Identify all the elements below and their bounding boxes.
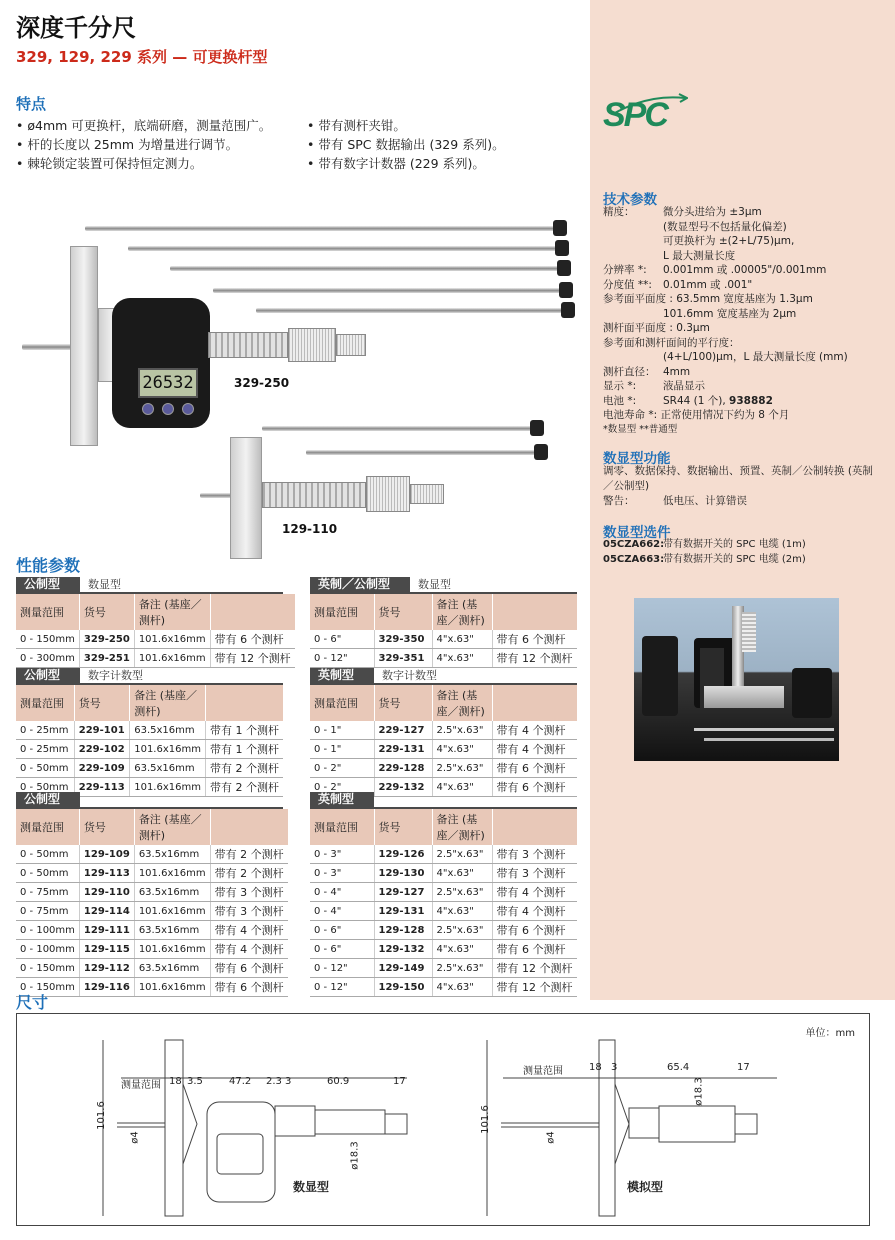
spec-line: 参考面和测杆面间的平行度： (603, 336, 740, 349)
table-row (16, 921, 288, 940)
table-cell: 带有 3 个测杆 (210, 902, 288, 921)
table-cell: 229-128 (374, 759, 432, 778)
table-cell: 229-132 (374, 778, 432, 797)
spec-note: *数显型 **普通型 (603, 423, 678, 435)
table-cell: 0 - 150mm (16, 959, 79, 978)
digital-type-label: 数显型 (293, 1180, 330, 1194)
table-cell: 带有 6 个测杆 (210, 959, 288, 978)
table-row (16, 959, 288, 978)
data-table (310, 685, 577, 797)
features-heading: 特点 (16, 95, 47, 113)
table-row (310, 845, 577, 864)
dim-value: 101.6 (95, 1101, 107, 1130)
table-row (310, 959, 577, 978)
page-title: 深度千分尺 (16, 14, 136, 42)
rod (128, 246, 558, 251)
table-row (16, 883, 288, 902)
column-header (492, 809, 577, 845)
dim-value: 3 (611, 1062, 618, 1073)
column-header (492, 685, 577, 721)
spec-value: SR44 (1 个), (663, 394, 730, 407)
column-header: 货号 (74, 685, 129, 721)
table-tag: 数字计数型 (382, 669, 438, 682)
dim-value: 18 (589, 1062, 602, 1073)
spec-value: (数显型号不包括量化偏差) (663, 220, 787, 233)
column-header: 测量范围 (16, 685, 74, 721)
column-header: 备注 (基座／测杆) (134, 809, 210, 845)
table-cell: 129-113 (79, 864, 134, 883)
table-cell: 0 - 75mm (16, 902, 79, 921)
rod (262, 426, 532, 431)
table-cell: 带有 2 个测杆 (210, 864, 288, 883)
column-header (210, 809, 288, 845)
rod-cap (557, 260, 571, 276)
zero-button (162, 403, 174, 415)
spec-value: L 最大测量长度 (663, 249, 736, 262)
spec-table (310, 577, 577, 668)
table-cell: 101.6x16mm (130, 740, 206, 759)
table-cell: 129-126 (374, 845, 432, 864)
feature-item: • 棘轮锁定装置可保持恒定测力。 (16, 154, 271, 173)
table-cell: 0 - 1" (310, 740, 374, 759)
data-table (310, 594, 577, 668)
model-label-digital: 329-250 (234, 376, 290, 390)
features-left-list (16, 116, 271, 173)
table-cell: 0 - 2" (310, 778, 374, 797)
spec-table (310, 792, 577, 997)
table-row (16, 864, 288, 883)
dimensions-heading: 尺寸 (16, 993, 49, 1012)
dim-value: 2.3 (266, 1076, 282, 1087)
spec-key (603, 249, 663, 264)
table-cell: 129-131 (374, 902, 432, 921)
column-header: 测量范围 (310, 685, 374, 721)
table-cell: 101.6x16mm (134, 902, 210, 921)
page-subtitle: 329, 129, 229 系列 — 可更换杆型 (16, 48, 268, 66)
dim-value: ø18.3 (693, 1077, 705, 1106)
spec-key: 显示 *: (603, 380, 637, 392)
table-row (16, 940, 288, 959)
lcd-display: 26532 (138, 368, 198, 398)
base (230, 437, 262, 559)
table-cell: 带有 4 个测杆 (210, 940, 288, 959)
table-row (16, 630, 295, 649)
spec-value: 微分头进给为 ±3μm (663, 206, 762, 218)
table-cell: 101.6x16mm (134, 978, 210, 997)
rod-cap (553, 220, 567, 236)
rod-cap (561, 302, 575, 318)
feature-item: • 杆的长度以 25mm 为增量进行调节。 (16, 135, 271, 154)
tech-heading: 技术参数 (603, 192, 657, 208)
table-tag: 数显型 (418, 578, 452, 591)
table-cell: 带有 6 个测杆 (492, 778, 577, 797)
spec-value: 0.001mm 或 .00005"/0.001mm (663, 264, 827, 276)
functions-heading: 数显型功能 (603, 451, 671, 467)
column-header: 货号 (79, 809, 134, 845)
ratchet (336, 334, 366, 356)
table-cell: 4"x.63" (432, 778, 492, 797)
table-cell: 63.5x16mm (134, 883, 210, 902)
options-heading: 数显型选件 (603, 525, 671, 541)
table-row (16, 902, 288, 921)
tech-specs (603, 205, 888, 437)
table-cell: 0 - 50mm (16, 864, 79, 883)
model-label-analog: 129-110 (282, 522, 338, 536)
table-row (310, 759, 577, 778)
barrel (208, 332, 288, 358)
dim-value: 3.5 (187, 1076, 203, 1087)
table-cell: 129-115 (79, 940, 134, 959)
table-tab: 公制型 (16, 668, 80, 683)
dim-value: 18 (169, 1076, 182, 1087)
table-cell: 带有 4 个测杆 (492, 902, 577, 921)
table-cell: 229-113 (74, 778, 129, 797)
thimble (288, 328, 336, 362)
table-cell: 63.5x16mm (134, 921, 210, 940)
table-cell: 0 - 6" (310, 630, 374, 649)
product-photo (634, 598, 839, 761)
functions-list: 调零、数据保持、数据输出、预置、英制／公制转换 (英制／公制型) (603, 465, 873, 492)
spec-line: (4+L/100)μm，L 最大测量长度 (mm) (663, 351, 848, 363)
table-row (310, 902, 577, 921)
table-cell: 0 - 300mm (16, 649, 79, 668)
table-cell: 129-128 (374, 921, 432, 940)
table-cell: 4"x.63" (432, 864, 492, 883)
table-cell: 229-102 (74, 740, 129, 759)
table-cell: 0 - 3" (310, 845, 374, 864)
table-cell: 带有 6 个测杆 (492, 940, 577, 959)
table-cell: 129-114 (79, 902, 134, 921)
spec-line: 测杆面平面度 : 0.3μm (603, 322, 710, 334)
table-cell: 带有 12 个测杆 (492, 649, 577, 668)
column-header: 备注 (基座／测杆) (134, 594, 210, 630)
feature-item: • 带有测杆夹钳。 (307, 116, 505, 135)
dim-value: 65.4 (667, 1062, 690, 1073)
column-header: 备注 (基座／测杆) (432, 594, 492, 630)
dim-value: ø4 (545, 1131, 557, 1144)
table-cell: 2.5"x.63" (432, 759, 492, 778)
dim-value: 3 (285, 1076, 292, 1087)
spec-key: 精度： (603, 206, 635, 218)
column-header: 备注 (基座／测杆) (130, 685, 206, 721)
dim-value: 17 (737, 1062, 750, 1073)
rod (85, 226, 555, 231)
table-row (16, 759, 283, 778)
table-cell: 329-350 (374, 630, 432, 649)
unit-label: 单位：mm (805, 1028, 855, 1039)
table-cell: 带有 6 个测杆 (210, 630, 295, 649)
table-row (16, 978, 288, 997)
column-header: 备注 (基座／测杆) (432, 809, 492, 845)
table-cell: 0 - 150mm (16, 978, 79, 997)
functions-text (603, 464, 883, 509)
table-row (310, 883, 577, 902)
spec-value: 4mm (663, 365, 691, 378)
column-header: 备注 (基座／测杆) (432, 685, 492, 721)
spec-value: 低电压、计算错误 (663, 495, 747, 507)
column-header (492, 594, 577, 630)
spec-line: 101.6mm 宽度基座为 2μm (663, 307, 797, 320)
table-cell: 101.6x16mm (134, 940, 210, 959)
table-cell: 63.5x16mm (130, 759, 206, 778)
table-row (310, 940, 577, 959)
option-desc: 带有数据开关的 SPC 电缆 (2m) (663, 553, 806, 565)
rod-cap (555, 240, 569, 256)
table-cell: 129-109 (79, 845, 134, 864)
table-tag: 数显型 (88, 578, 122, 591)
column-header: 货号 (374, 809, 432, 845)
battery-code: 938882 (729, 394, 773, 407)
thimble (366, 476, 410, 512)
spec-line: 参考面平面度 : 63.5mm 宽度基座为 1.3μm (603, 293, 813, 305)
table-cell: 63.5x16mm (130, 721, 206, 740)
option-code: 05CZA663: (603, 553, 665, 565)
column-header: 测量范围 (310, 594, 374, 630)
base (70, 246, 98, 446)
table-cell: 0 - 6" (310, 940, 374, 959)
table-cell: 带有 12 个测杆 (492, 959, 577, 978)
rod (170, 266, 560, 271)
hold-button (182, 403, 194, 415)
column-header: 货号 (79, 594, 134, 630)
table-row (310, 740, 577, 759)
table-cell: 0 - 50mm (16, 845, 79, 864)
spec-key (603, 234, 663, 249)
table-cell: 0 - 12" (310, 649, 374, 668)
table-cell: 带有 12 个测杆 (492, 978, 577, 997)
table-cell: 129-127 (374, 883, 432, 902)
table-cell: 4"x.63" (432, 649, 492, 668)
column-header: 货号 (374, 594, 432, 630)
table-cell: 229-127 (374, 721, 432, 740)
spc-logo: SPC (603, 92, 688, 140)
table-row (310, 864, 577, 883)
table-cell: 带有 6 个测杆 (492, 921, 577, 940)
table-row (16, 721, 283, 740)
table-row (310, 630, 577, 649)
data-table (16, 594, 295, 668)
table-cell: 129-132 (374, 940, 432, 959)
dim-value: ø4 (129, 1131, 141, 1144)
table-cell: 带有 6 个测杆 (492, 630, 577, 649)
table-tab: 英制型 (310, 792, 374, 807)
table-cell: 带有 2 个测杆 (206, 759, 284, 778)
table-cell: 带有 4 个测杆 (492, 883, 577, 902)
range-label: 测量范围 (121, 1080, 161, 1091)
options-list (603, 538, 888, 567)
table-cell: 4"x.63" (432, 902, 492, 921)
spec-table (16, 668, 283, 797)
table-cell: 101.6x16mm (130, 778, 206, 797)
data-table (16, 809, 288, 997)
spec-key (603, 220, 663, 235)
table-cell: 4"x.63" (432, 740, 492, 759)
column-header: 测量范围 (310, 809, 374, 845)
table-cell: 2.5"x.63" (432, 921, 492, 940)
spec-value: 可更换杆为 ±(2+L/75)μm, (663, 235, 795, 247)
spec-table (16, 792, 283, 997)
option-desc: 带有数据开关的 SPC 电缆 (1m) (663, 539, 806, 550)
table-cell: 101.6x16mm (134, 630, 210, 649)
table-cell: 0 - 12" (310, 959, 374, 978)
range-label: 测量范围 (523, 1066, 563, 1077)
table-cell: 0 - 25mm (16, 740, 74, 759)
table-cell: 带有 4 个测杆 (492, 740, 577, 759)
spec-value: 液晶显示 (663, 380, 705, 392)
table-cell: 129-111 (79, 921, 134, 940)
table-cell: 101.6x16mm (134, 864, 210, 883)
table-row (16, 649, 295, 668)
table-cell: 带有 2 个测杆 (206, 778, 284, 797)
table-cell: 0 - 1" (310, 721, 374, 740)
table-cell: 129-150 (374, 978, 432, 997)
table-cell: 带有 12 个测杆 (210, 649, 295, 668)
table-cell: 329-250 (79, 630, 134, 649)
table-cell: 0 - 12" (310, 978, 374, 997)
table-cell: 带有 2 个测杆 (210, 845, 288, 864)
data-table (16, 685, 283, 797)
table-cell: 带有 4 个测杆 (210, 921, 288, 940)
table-cell: 129-130 (374, 864, 432, 883)
table-cell: 2.5"x.63" (432, 959, 492, 978)
table-tab: 英制／公制型 (310, 577, 410, 592)
rod (306, 450, 536, 455)
table-cell: 129-112 (79, 959, 134, 978)
table-row (310, 921, 577, 940)
spec-table (16, 577, 291, 668)
table-cell: 带有 4 个测杆 (492, 721, 577, 740)
table-cell: 329-351 (374, 649, 432, 668)
table-cell: 129-149 (374, 959, 432, 978)
table-cell: 2.5"x.63" (432, 845, 492, 864)
arrow-swoosh-icon (603, 92, 688, 122)
table-tab: 英制型 (310, 668, 374, 683)
table-row (310, 649, 577, 668)
table-cell: 63.5x16mm (134, 845, 210, 864)
table-cell: 0 - 2" (310, 759, 374, 778)
table-cell: 带有 1 个测杆 (206, 740, 284, 759)
feature-item: • ø4mm 可更换杆，底端研磨，测量范围广。 (16, 116, 271, 135)
dim-value: ø18.3 (349, 1141, 361, 1170)
table-row (16, 740, 283, 759)
analog-type-label: 模拟型 (627, 1180, 664, 1194)
rod-cap (559, 282, 573, 298)
table-cell: 4"x.63" (432, 940, 492, 959)
table-row (310, 721, 577, 740)
table-cell: 带有 3 个测杆 (492, 864, 577, 883)
rod-cap (530, 420, 544, 436)
performance-heading: 性能参数 (16, 556, 81, 575)
feature-item: • 带有数字计数器 (229 系列)。 (307, 154, 505, 173)
table-cell: 0 - 6" (310, 921, 374, 940)
table-cell: 0 - 100mm (16, 940, 79, 959)
spec-key: 电池 *: (603, 394, 637, 407)
table-cell: 0 - 150mm (16, 630, 79, 649)
rod (256, 308, 566, 313)
table-cell: 101.6x16mm (134, 649, 210, 668)
table-cell: 0 - 3" (310, 864, 374, 883)
table-cell: 129-116 (79, 978, 134, 997)
dim-value: 17 (393, 1076, 406, 1087)
table-cell: 2.5"x.63" (432, 721, 492, 740)
table-cell: 带有 6 个测杆 (210, 978, 288, 997)
column-header: 测量范围 (16, 594, 79, 630)
column-header: 测量范围 (16, 809, 79, 845)
table-cell: 229-109 (74, 759, 129, 778)
option-code: 05CZA662: (603, 539, 665, 550)
spec-value: 0.01mm 或 .001" (663, 278, 753, 291)
table-row (310, 978, 577, 997)
spec-key: 测杆直径： (603, 365, 656, 378)
table-cell: 63.5x16mm (134, 959, 210, 978)
rod-cap (534, 444, 548, 460)
spec-table (310, 668, 577, 797)
table-cell: 0 - 4" (310, 883, 374, 902)
spec-line: 电池寿命 *: 正常使用情况下约为 8 个月 (603, 409, 790, 421)
digital-body (112, 298, 210, 428)
table-cell: 329-251 (79, 649, 134, 668)
barrel (262, 482, 366, 508)
table-cell: 带有 3 个测杆 (210, 883, 288, 902)
table-cell: 2.5"x.63" (432, 883, 492, 902)
table-tab: 公制型 (16, 577, 80, 592)
table-cell: 0 - 75mm (16, 883, 79, 902)
table-cell: 0 - 25mm (16, 721, 74, 740)
table-cell: 0 - 4" (310, 902, 374, 921)
mode-button (142, 403, 154, 415)
table-cell: 129-110 (79, 883, 134, 902)
column-header (210, 594, 295, 630)
ratchet (410, 484, 444, 504)
table-cell: 带有 6 个测杆 (492, 759, 577, 778)
table-tag: 数字计数型 (88, 669, 144, 682)
spec-key: 分度值 **: (603, 278, 652, 291)
table-cell: 0 - 100mm (16, 921, 79, 940)
table-cell: 4"x.63" (432, 978, 492, 997)
rod (213, 288, 563, 293)
data-table (310, 809, 577, 997)
table-cell: 0 - 50mm (16, 778, 74, 797)
table-cell: 带有 3 个测杆 (492, 845, 577, 864)
spec-key: 分辨率 *: (603, 264, 647, 276)
table-row (16, 845, 288, 864)
spec-key: 警告： (603, 495, 635, 507)
dimensions-drawing (16, 1013, 870, 1226)
table-cell: 229-131 (374, 740, 432, 759)
table-cell: 带有 1 个测杆 (206, 721, 284, 740)
feature-item: • 带有 SPC 数据输出 (329 系列)。 (307, 135, 505, 154)
features-right-list (307, 116, 505, 173)
column-header (206, 685, 284, 721)
dim-value: 101.6 (479, 1105, 491, 1134)
table-cell: 229-101 (74, 721, 129, 740)
table-tab: 公制型 (16, 792, 80, 807)
dimension-lines (17, 1014, 871, 1227)
table-cell: 0 - 50mm (16, 759, 74, 778)
dim-value: 60.9 (327, 1076, 350, 1087)
dim-value: 47.2 (229, 1076, 252, 1087)
column-header: 货号 (374, 685, 432, 721)
table-cell: 4"x.63" (432, 630, 492, 649)
